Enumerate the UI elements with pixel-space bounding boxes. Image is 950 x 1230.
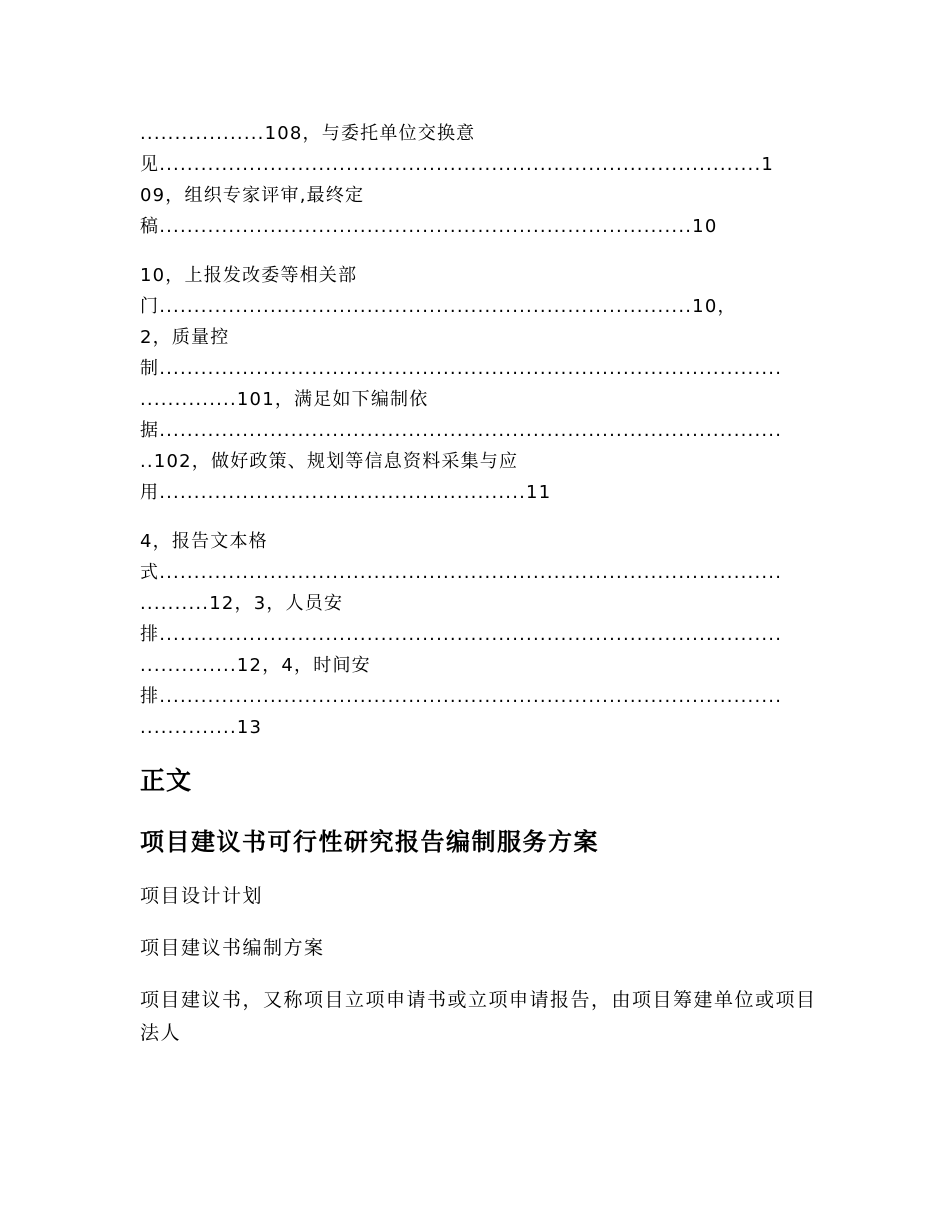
table-of-contents (140, 118, 810, 743)
toc-line: 10，上报发改委等相关部 (140, 265, 358, 286)
toc-line: 4，报告文本格 (140, 531, 268, 552)
toc-line: 09，组织专家评审,最终定 (140, 185, 365, 206)
toc-line: ..............13 (140, 717, 263, 738)
toc-line: ..102，做好政策、规划等信息资料采集与应 (140, 451, 519, 472)
toc-line: 排.......................................................................................... (140, 624, 783, 645)
toc-line: 用.....................................................11 (140, 482, 552, 503)
toc-line: 2，质量控 (140, 327, 230, 348)
toc-line: 排.......................................................................................... (140, 686, 783, 707)
toc-line: ..............12，4，时间安 (140, 655, 371, 676)
section-heading-main: 正文 (140, 766, 193, 795)
toc-line: ..................108，与委托单位交换意 (140, 123, 476, 144)
toc-line: 稿.............................................................................10 (140, 216, 718, 237)
toc-line: 式.......................................................................................... (140, 562, 783, 583)
document-title-heading: 项目建议书可行性研究报告编制服务方案 (140, 828, 599, 856)
paragraph-plan: 项目设计计划 (140, 885, 264, 907)
toc-line: 门.............................................................................10， (140, 296, 737, 317)
toc-line: ..........12，3，人员安 (140, 593, 344, 614)
toc-line: 制.......................................................................................... (140, 358, 783, 379)
paragraph-intro: 项目建议书，又称项目立项申请书或立项申请报告，由项目筹建单位或项目法人 (140, 989, 817, 1044)
toc-spacer (140, 508, 810, 526)
toc-line: ..............101，满足如下编制依 (140, 389, 429, 410)
paragraph-scheme: 项目建议书编制方案 (140, 937, 325, 959)
toc-line: 见.......................................................................................1 (140, 154, 775, 175)
toc-line: 据.......................................................................................... (140, 420, 783, 441)
toc-spacer (140, 242, 810, 260)
